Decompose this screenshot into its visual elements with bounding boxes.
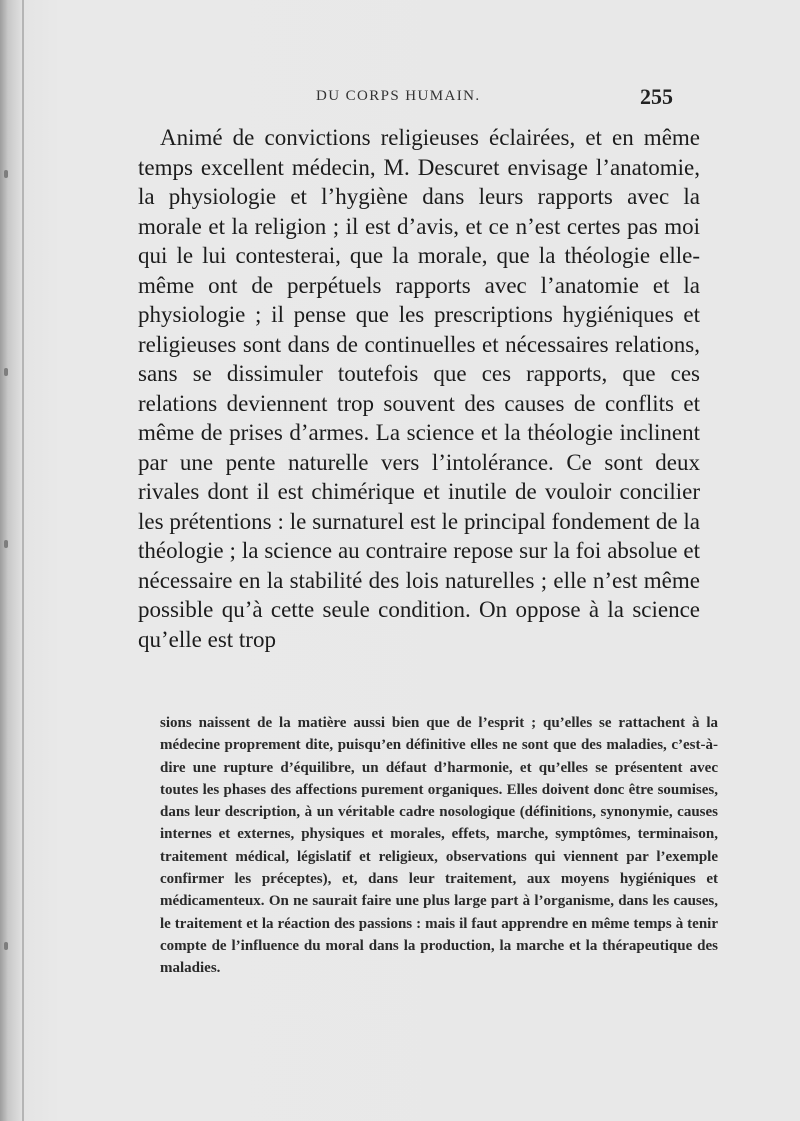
margin-mark — [4, 540, 8, 548]
running-head: DU CORPS HUMAIN. — [316, 88, 481, 104]
binding-gutter — [22, 0, 24, 1121]
footnote-text: sions naissent de la matière aussi bien que de l’esprit ; qu’elles se rattachent à la médecine proprement dite, puisqu’en définitive elles ne sont que des maladies, c’est-à-dire une rupture d’équilibre, un défaut d’harmonie, et qu’elles se présentent avec toutes les phases des affections purement organiques. Elles doivent donc être soumises, dans leur description, à un véritable cadre nosologique (définitions, synonymie, causes internes et externes, physiques et morales, effets, marche, symptômes, terminaison, traitement médical, législatif et religieux, observations qui viennent par l’exemple confirmer les préceptes), et, dans leur traitement, aux moyens hygiéniques et médicamenteux. On ne saurait faire une plus large part à l’organisme, dans les causes, le traitement et la réaction des passions : mais il faut apprendre en même temps à tenir compte de l’influence du moral dans la production, la marche et la thérapeutique des maladies. — [160, 715, 718, 977]
margin-mark — [4, 170, 8, 178]
margin-mark — [4, 942, 8, 950]
main-paragraph: Animé de convictions religieuses éclairées, et en même temps excellent médecin, M. Descuret envisage l’anatomie, la physiologie et l’hygiène dans leurs rapports avec la morale et la religion ; il est d’avis, et ce n’est certes pas moi qui le lui contesterai, que la morale, que la théologie elle-même ont de perpétuels rapports avec l’anatomie et la physiologie ; il pense que les prescriptions hygiéniques et religieuses sont dans de continuelles et nécessaires relations, sans se dissimuler toutefois que ces rapports, que ces relations deviennent trop souvent des causes de conflits et même de prises d’armes. La science et la théologie inclinent par une pente naturelle vers l’intolérance. Ce sont deux rivales dont il est chimérique et inutile de vouloir concilier les prétentions : le surnaturel est le principal fondement de la théologie ; la science au contraire repose sur la foi absolue et nécessaire en la stabilité des lois naturelles ; elle n’est même possible qu’à cette seule condition. On oppose à la science qu’elle est trop — [138, 125, 700, 652]
margin-mark — [4, 368, 8, 376]
page-number: 255 — [640, 84, 673, 109]
